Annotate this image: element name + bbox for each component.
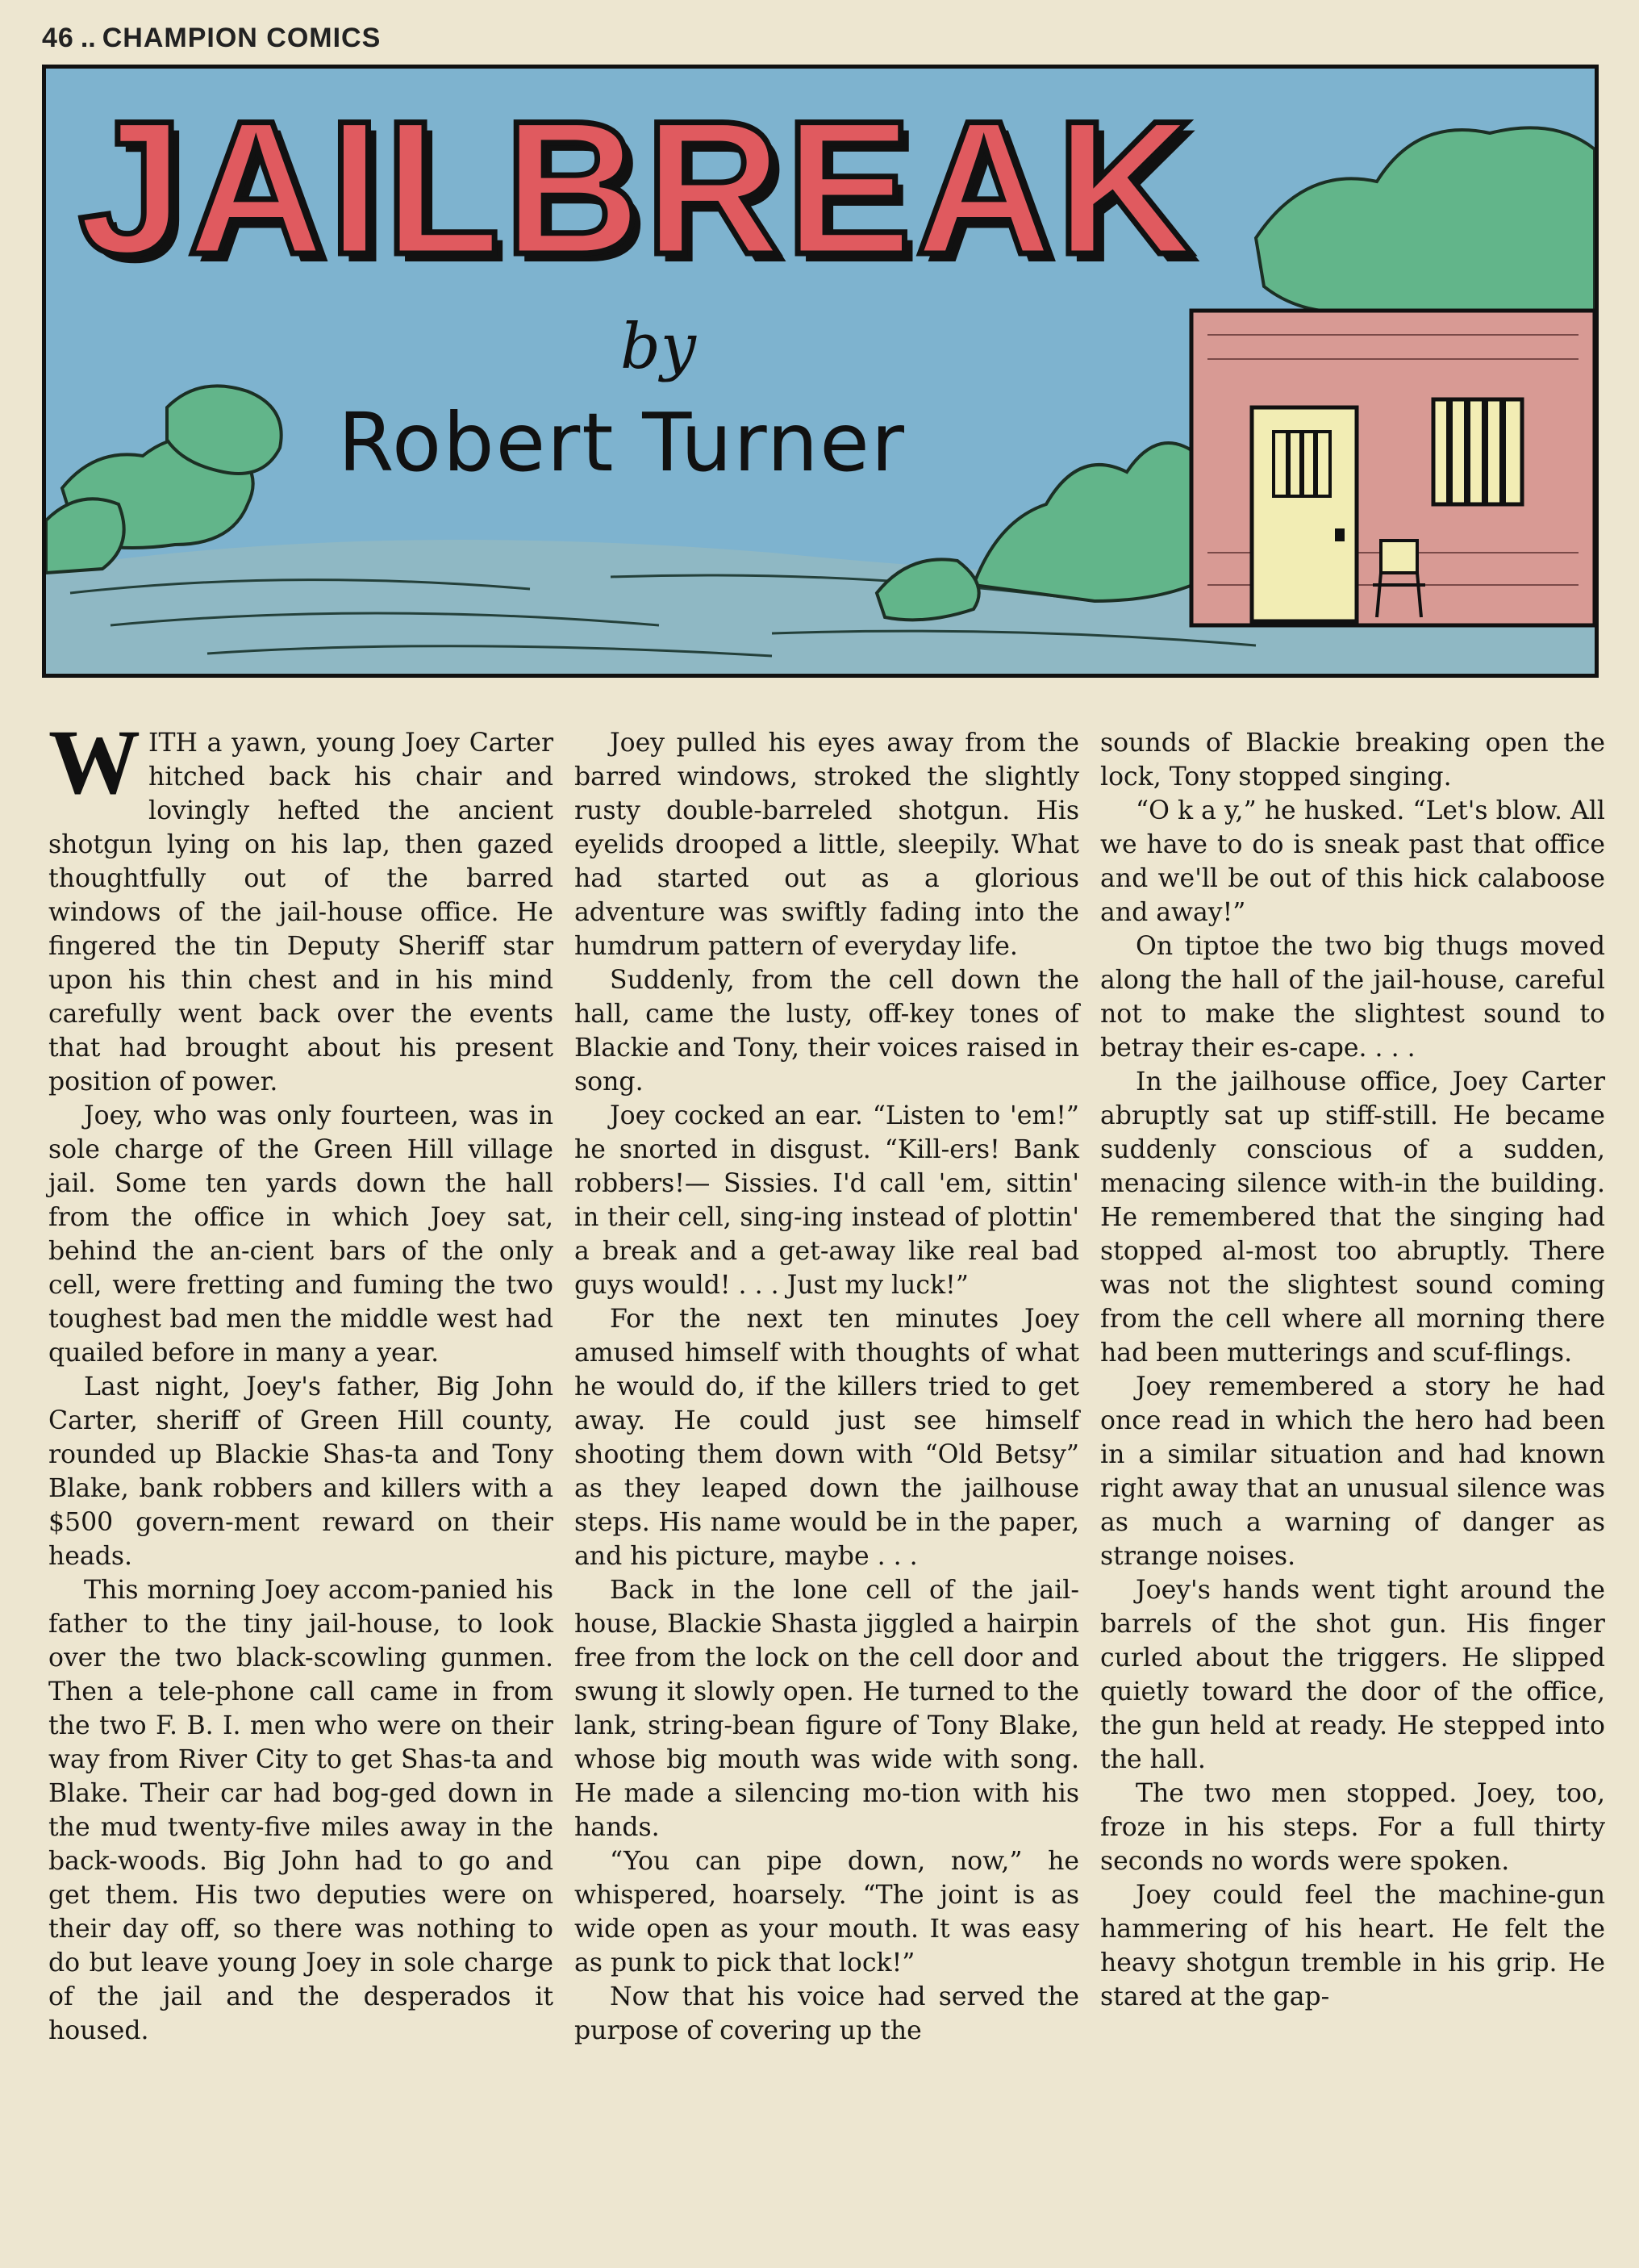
paragraph: The two men stopped. Joey, too, froze in his steps. For a full thirty seconds no words were spoken. bbox=[1100, 1779, 1605, 1876]
author-name: Robert Turner bbox=[338, 395, 906, 490]
header-separator: .. bbox=[80, 23, 96, 53]
paragraph: Joey could feel the machine-gun hammering of his heart. He felt the heavy shotgun tremble in his grip. He stared at the gap- bbox=[1100, 1881, 1605, 2011]
byline-by: by bbox=[620, 311, 696, 383]
drop-cap: W bbox=[48, 711, 140, 813]
paragraph: Suddenly, from the cell down the hall, came the lusty, off-key tones of Blackie and Tony, their voices raised in song. bbox=[574, 966, 1079, 1096]
paragraph: On tiptoe the two big thugs moved along the hall of the jail-house, careful not to make the slightest sound to betray their es-cape. . . . bbox=[1100, 932, 1605, 1063]
left-trees bbox=[46, 386, 282, 573]
page-number: 46 bbox=[42, 23, 74, 53]
story-title: JAILBREAK bbox=[78, 81, 1197, 294]
paragraph: sounds of Blackie breaking open the lock, Tony stopped singing. bbox=[1100, 729, 1605, 792]
paragraph: Joey remembered a story he had once read in which the hero had been in a similar situation and had known right away that an unusual silence was as much a warning of danger as strange noises. bbox=[1100, 1372, 1605, 1571]
paragraph: For the next ten minutes Joey amused himself with thoughts of what he would do, if the killers tried to get away. He could just see himself shooting them down with “Old Betsy” as they leaped down the jailhouse steps. His name would be in the paper, and his picture, maybe . . . bbox=[574, 1305, 1079, 1571]
paragraph: “You can pipe down, now,” he whispered, hoarsely. “The joint is as wide open as your mouth. It was easy as punk to pick that lock!” bbox=[574, 1847, 1079, 1978]
column-3 bbox=[1100, 726, 1605, 2243]
paragraph: Joey, who was only fourteen, was in sole charge of the Green Hill village jail. Some ten yards down the hall from the office in which Joey sat, behind the an-cient bars of the only cell, were fretting and fuming the two toughest bad men the middle west had quailed before in many a year. bbox=[48, 1101, 553, 1368]
big-tree bbox=[1256, 127, 1595, 327]
paragraph: Now that his voice had served the purpose of covering up the bbox=[574, 1982, 1079, 2045]
paragraph: Joey pulled his eyes away from the barred windows, stroked the slightly rusty double-barreled shotgun. His eyelids drooped a little, sleepily. What had started out as a glorious adventure was swiftly fading into the humdrum pattern of everyday life. bbox=[574, 729, 1079, 961]
paragraph: In the jailhouse office, Joey Carter abruptly sat up stiff-still. He became suddenly conscious of a sudden, menacing silence with-in the building. He remembered that the singing had stopped al-most too abruptly. There was not the slightest sound coming from the cell where all morning there had been mutterings and scuf-flings. bbox=[1100, 1067, 1605, 1368]
publication-name: CHAMPION COMICS bbox=[102, 23, 382, 53]
paragraph: Last night, Joey's father, Big John Carter, sheriff of Green Hill county, rounded up Blackie Shas-ta and Tony Blake, bank robbers and killers with a $500 govern-ment reward on their heads. bbox=[48, 1372, 553, 1571]
title-banner bbox=[42, 65, 1599, 678]
paragraph: Joey's hands went tight around the barrels of the shot gun. His finger curled about the triggers. He slipped quietly toward the door of the office, the gun held at ready. He stepped into the hall. bbox=[1100, 1576, 1605, 1774]
column-2 bbox=[574, 726, 1079, 2243]
paragraph: “O k a y,” he husked. “Let's blow. All we have to do is sneak past that office and we'll be out of this hick calaboose and away!” bbox=[1100, 796, 1605, 927]
page-header bbox=[42, 23, 381, 54]
paragraph: Back in the lone cell of the jail-house, Blackie Shasta jiggled a hairpin free from the lock on the cell door and swung it slowly open. He turned to the lank, string-bean figure of Tony Blake, whose big mouth was wide with song. He made a silencing mo-tion with his hands. bbox=[574, 1576, 1079, 1842]
paragraph: WITH a yawn, young Joey Carter hitched back his chair and lovingly hefted the ancient shotgun lying on his lap, then gazed thoughtfully out of the barred windows of the jail-house office. He fingered the tin Deputy Sheriff star upon his thin chest and in his mind carefully went back over the events that had brought about his present position of power. bbox=[48, 711, 553, 1096]
paragraph: This morning Joey accom-panied his father to the tiny jail-house, to look over the two black-scowling gunmen. Then a tele-phone call came in from the two F. B. I. men who were on their way from River City to get Shas-ta and Blake. Their car had bog-ged down in the mud twenty-five miles away in the back-woods. Big John had to go and get them. His two deputies were on their day off, so there was nothing to do but leave young Joey in sole charge of the jail and the desperados it housed. bbox=[48, 1576, 553, 2045]
column-1 bbox=[48, 711, 553, 2243]
story-body bbox=[48, 711, 1605, 2243]
jail-building bbox=[1191, 311, 1595, 625]
paragraph: Joey cocked an ear. “Listen to 'em!” he snorted in disgust. “Kill-ers! Bank robbers!— Sissies. I'd call 'em, sittin' in their cell, sing-ing instead of plottin' a break and a get-away like real bad guys would! . . . Just my luck!” bbox=[574, 1101, 1079, 1300]
